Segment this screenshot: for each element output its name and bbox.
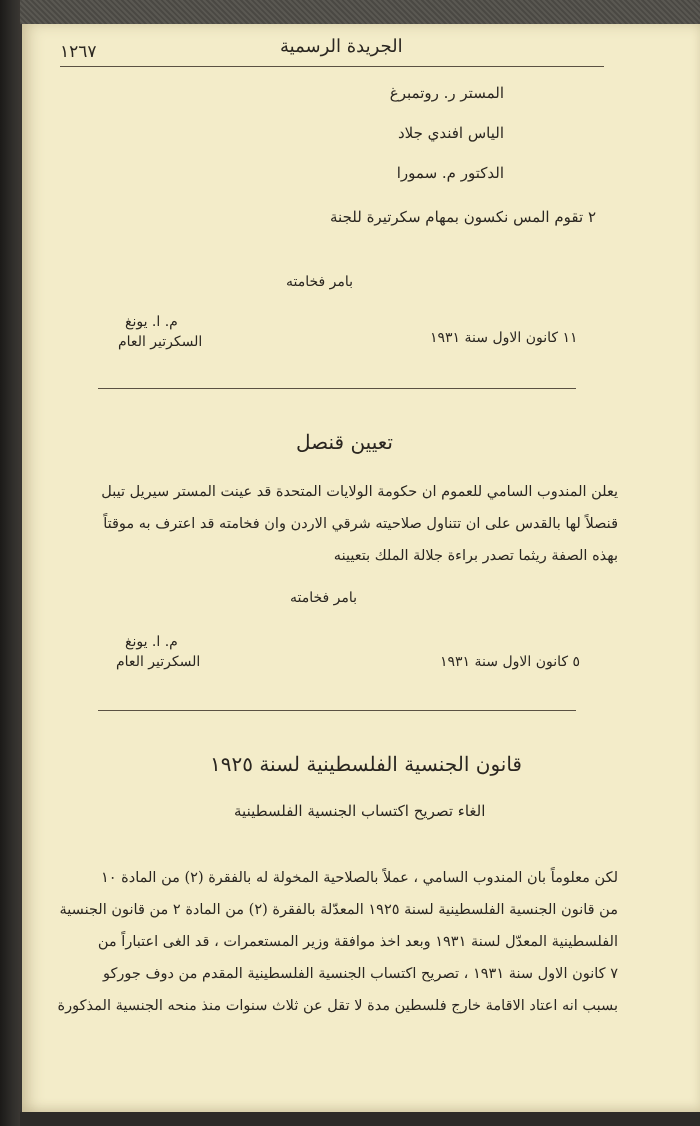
signature-title: السكرتير العام [116, 654, 201, 670]
paragraph-line: من قانون الجنسية الفلسطينية لسنة ١٩٢٥ المعدّلة بالفقرة (٢) من المادة ٢ من قانون الجنسية [59, 902, 618, 918]
committee-member: الدكتور م. سمورا [396, 164, 504, 182]
paragraph-line: يعلن المندوب السامي للعموم ان حكومة الولايات المتحدة قد عينت المستر سيريل تيبل [101, 484, 618, 500]
notice-date: ٥ كانون الاول سنة ١٩٣١ [440, 654, 581, 670]
law-title: قانون الجنسية الفلسطينية لسنة ١٩٢٥ [210, 752, 522, 776]
signature-title: السكرتير العام [118, 334, 203, 350]
law-subtitle: الغاء تصريح اكتساب الجنسية الفلسطينية [234, 802, 486, 820]
section-divider [98, 388, 576, 389]
page-number: ١٢٦٧ [60, 42, 97, 62]
section-divider [98, 710, 576, 711]
notice-date: ١١ كانون الاول سنة ١٩٣١ [430, 330, 578, 346]
committee-member: الياس افندي جلاد [397, 124, 504, 142]
section-title: تعيين قنصل [296, 430, 393, 454]
signature-name: م. ا. يونغ [125, 634, 178, 650]
gazette-page [22, 24, 700, 1114]
paragraph-line: بهذه الصفة ريثما تصدر براءة جلالة الملك بتعيينه [333, 548, 618, 564]
book-bottom-edge [20, 1112, 700, 1126]
by-order-line: بامر فخامته [290, 590, 358, 606]
book-cover-edge [20, 0, 700, 24]
paragraph-line: ٧ كانون الاول سنة ١٩٣١ ، تصريح اكتساب الجنسية الفلسطينية المقدم من دوف جوركو [103, 966, 618, 982]
paragraph-line: الفلسطينية المعدّل لسنة ١٩٣١ وبعد اخذ موافقة وزير المستعمرات ، قد الغى اعتباراً من [97, 934, 618, 950]
header-rule [60, 66, 604, 67]
paragraph-line: قنصلاً لها بالقدس على ان تتناول صلاحيته شرقي الاردن وان فخامته قد اعترف به موقتاً [103, 516, 618, 532]
page-title: الجريدة الرسمية [280, 36, 403, 57]
committee-secretary-item: ٢ تقوم المس نكسون بمهام سكرتيرة للجنة [330, 208, 596, 226]
by-order-line: بامر فخامته [286, 274, 354, 290]
paragraph-line: لكن معلوماً بان المندوب السامي ، عملاً بالصلاحية المخولة له بالفقرة (٢) من المادة ١٠ [100, 870, 618, 886]
paragraph-line: بسبب انه اعتاد الاقامة خارج فلسطين مدة لا تقل عن ثلاث سنوات منذ منحه الجنسية المذكورة [57, 998, 618, 1014]
committee-member: المستر ر. روتمبرغ [389, 84, 504, 102]
signature-name: م. ا. يونغ [125, 314, 178, 330]
